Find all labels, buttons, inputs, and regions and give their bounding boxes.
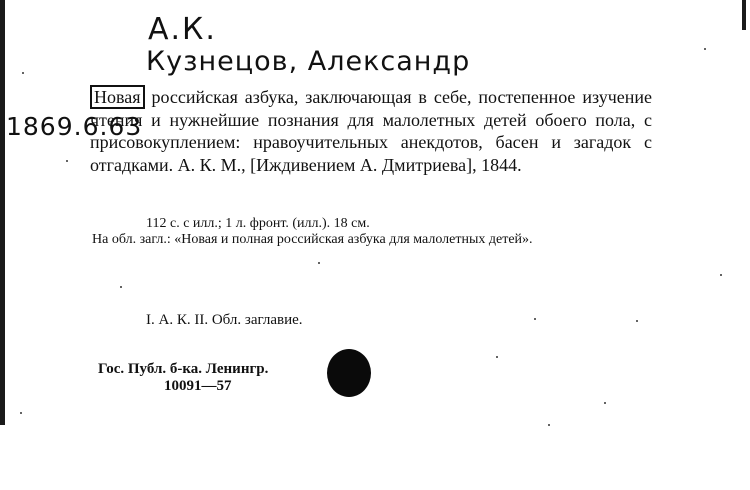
speck [66,160,68,162]
cover-title-note: На обл. загл.: «Новая и полная российская азбука для малолетных детей». [92,232,533,247]
speck [548,424,550,426]
card-number: 10091—57 [164,378,232,394]
collation-and-note [92,216,652,248]
tracings: I. А. К. II. Обл. заглавие. [146,312,303,328]
punched-hole [327,349,371,397]
bibliographic-description [90,86,652,176]
speck [496,356,498,358]
speck [534,318,536,320]
speck [318,262,320,264]
handwritten-author-name: Кузнецов, Александр [146,46,471,77]
title-first-word: Новая [90,85,145,109]
speck [120,286,122,288]
speck [22,72,24,74]
card-left-edge [0,0,5,425]
handwritten-initials: А.К. [148,12,217,47]
speck [636,320,638,322]
description-text: российская азбука, заключающая в себе, постепенное изучение чтения и нужнейшие познания для малолетных детей обоего пола, с присовокуплением: нравоучительных анекдотов, басен и загадок с отгадками. А. К. М., [Иждивением А. Дмитриева], 1844. [90,87,652,175]
library-name: Гос. Публ. б-ка. Ленингр. [98,361,269,377]
speck [604,402,606,404]
collation: 112 с. с илл.; 1 л. фронт. (илл.). 18 см. [146,216,370,231]
speck [704,48,706,50]
speck [20,412,22,414]
card-right-edge [742,0,746,30]
speck [720,274,722,276]
library-imprint [98,361,268,395]
handwritten-shelfmark: 1869.6.63 [6,112,143,141]
